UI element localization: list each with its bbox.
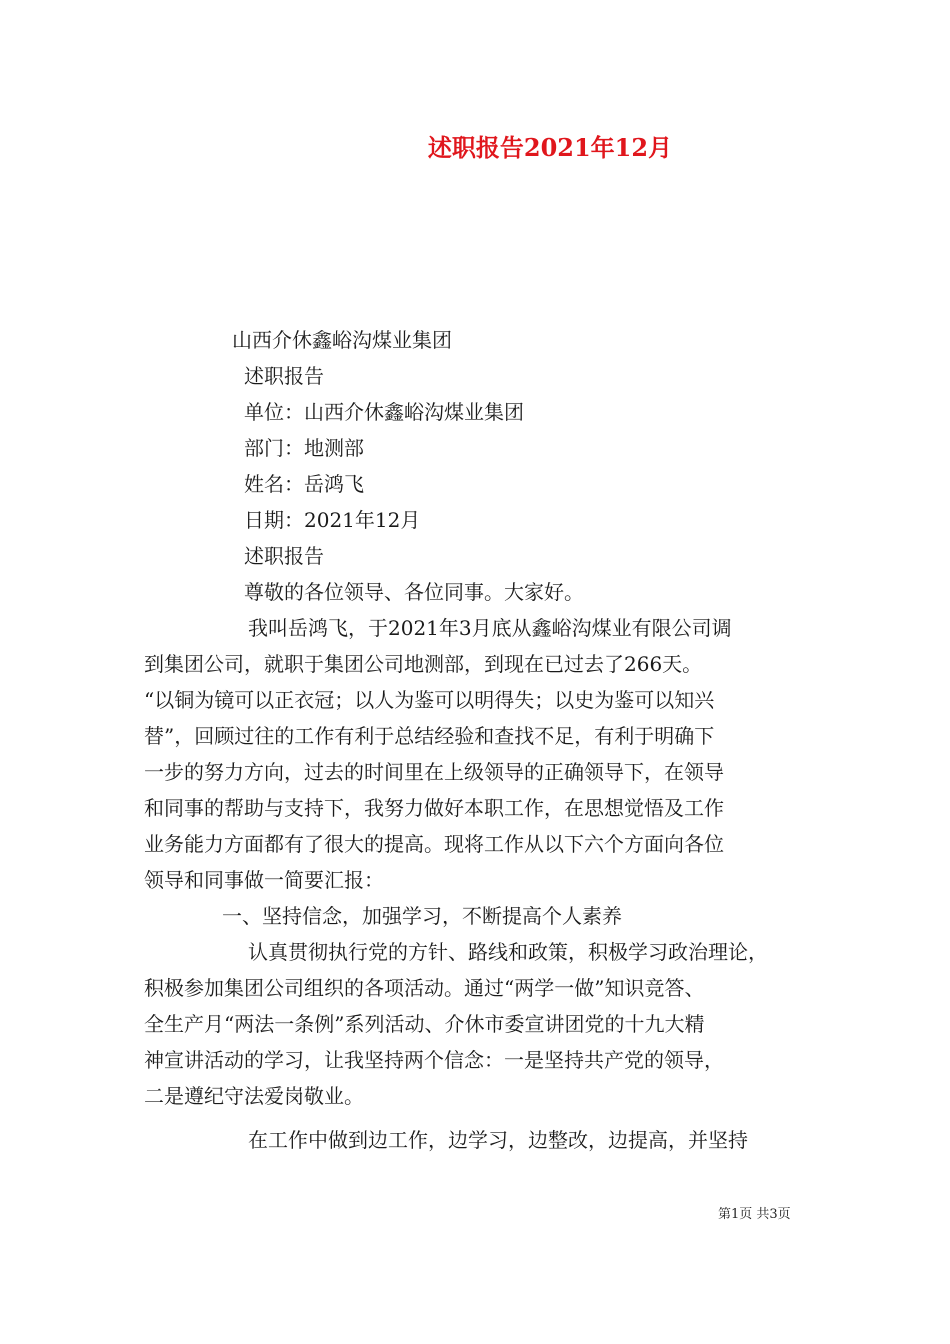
document-title: 述职报告2021年12月 [427,133,673,162]
greeting-line: 尊敬的各位领导、各位同事。大家好。 [244,580,584,604]
paragraph-line: 二是遵纪守法爱岗敬业。 [144,1084,364,1108]
paragraph-intro [144,610,804,898]
date-line: 日期：2021年12月 [244,508,421,532]
paragraph-line: 替”，回顾过往的工作有利于总结经验和查找不足，有利于明确下 [144,724,715,748]
paragraph-study [144,934,804,1114]
name-line: 姓名：岳鸿飞 [244,472,364,496]
page-number: 第1页 共3页 [718,1207,791,1222]
paragraph-line: 一步的努力方向，过去的时间里在上级领导的正确领导下，在领导 [144,760,724,784]
paragraph-line: “以铜为镜可以正衣冠；以人为鉴可以明得失；以史为鉴可以知兴 [144,688,715,712]
paragraph-line: 我叫岳鸿飞，于2021年3月底从鑫峪沟煤业有限公司调 [248,616,732,640]
paragraph-line: 业务能力方面都有了很大的提高。现将工作从以下六个方面向各位 [144,832,724,856]
paragraph-line: 到集团公司，就职于集团公司地测部，到现在已过去了266天。 [144,652,703,676]
paragraph-line: 认真贯彻执行党的方针、路线和政策，积极学习政治理论， [248,940,768,964]
unit-line: 单位：山西介休鑫峪沟煤业集团 [244,400,524,424]
paragraph-line: 神宣讲活动的学习，让我坚持两个信念：一是坚持共产党的领导， [144,1048,724,1072]
paragraph-line: 全生产月“两法一条例”系列活动、介休市委宣讲团党的十九大精 [144,1012,705,1036]
report-label: 述职报告 [244,364,324,388]
section-heading: 一、坚持信念，加强学习，不断提高个人素养 [222,904,622,928]
department-line: 部门：地测部 [244,436,364,460]
paragraph-line: 领导和同事做一简要汇报： [144,868,384,892]
paragraph-line: 积极参加集团公司组织的各项活动。通过“两学一做”知识竞答、 [144,976,705,1000]
paragraph-line: 在工作中做到边工作，边学习，边整改，边提高，并坚持 [248,1128,748,1152]
paragraph-line: 和同事的帮助与支持下，我努力做好本职工作，在思想觉悟及工作 [144,796,724,820]
document-body [144,322,804,1158]
org-line: 山西介休鑫峪沟煤业集团 [232,328,452,352]
report-label: 述职报告 [244,544,324,568]
